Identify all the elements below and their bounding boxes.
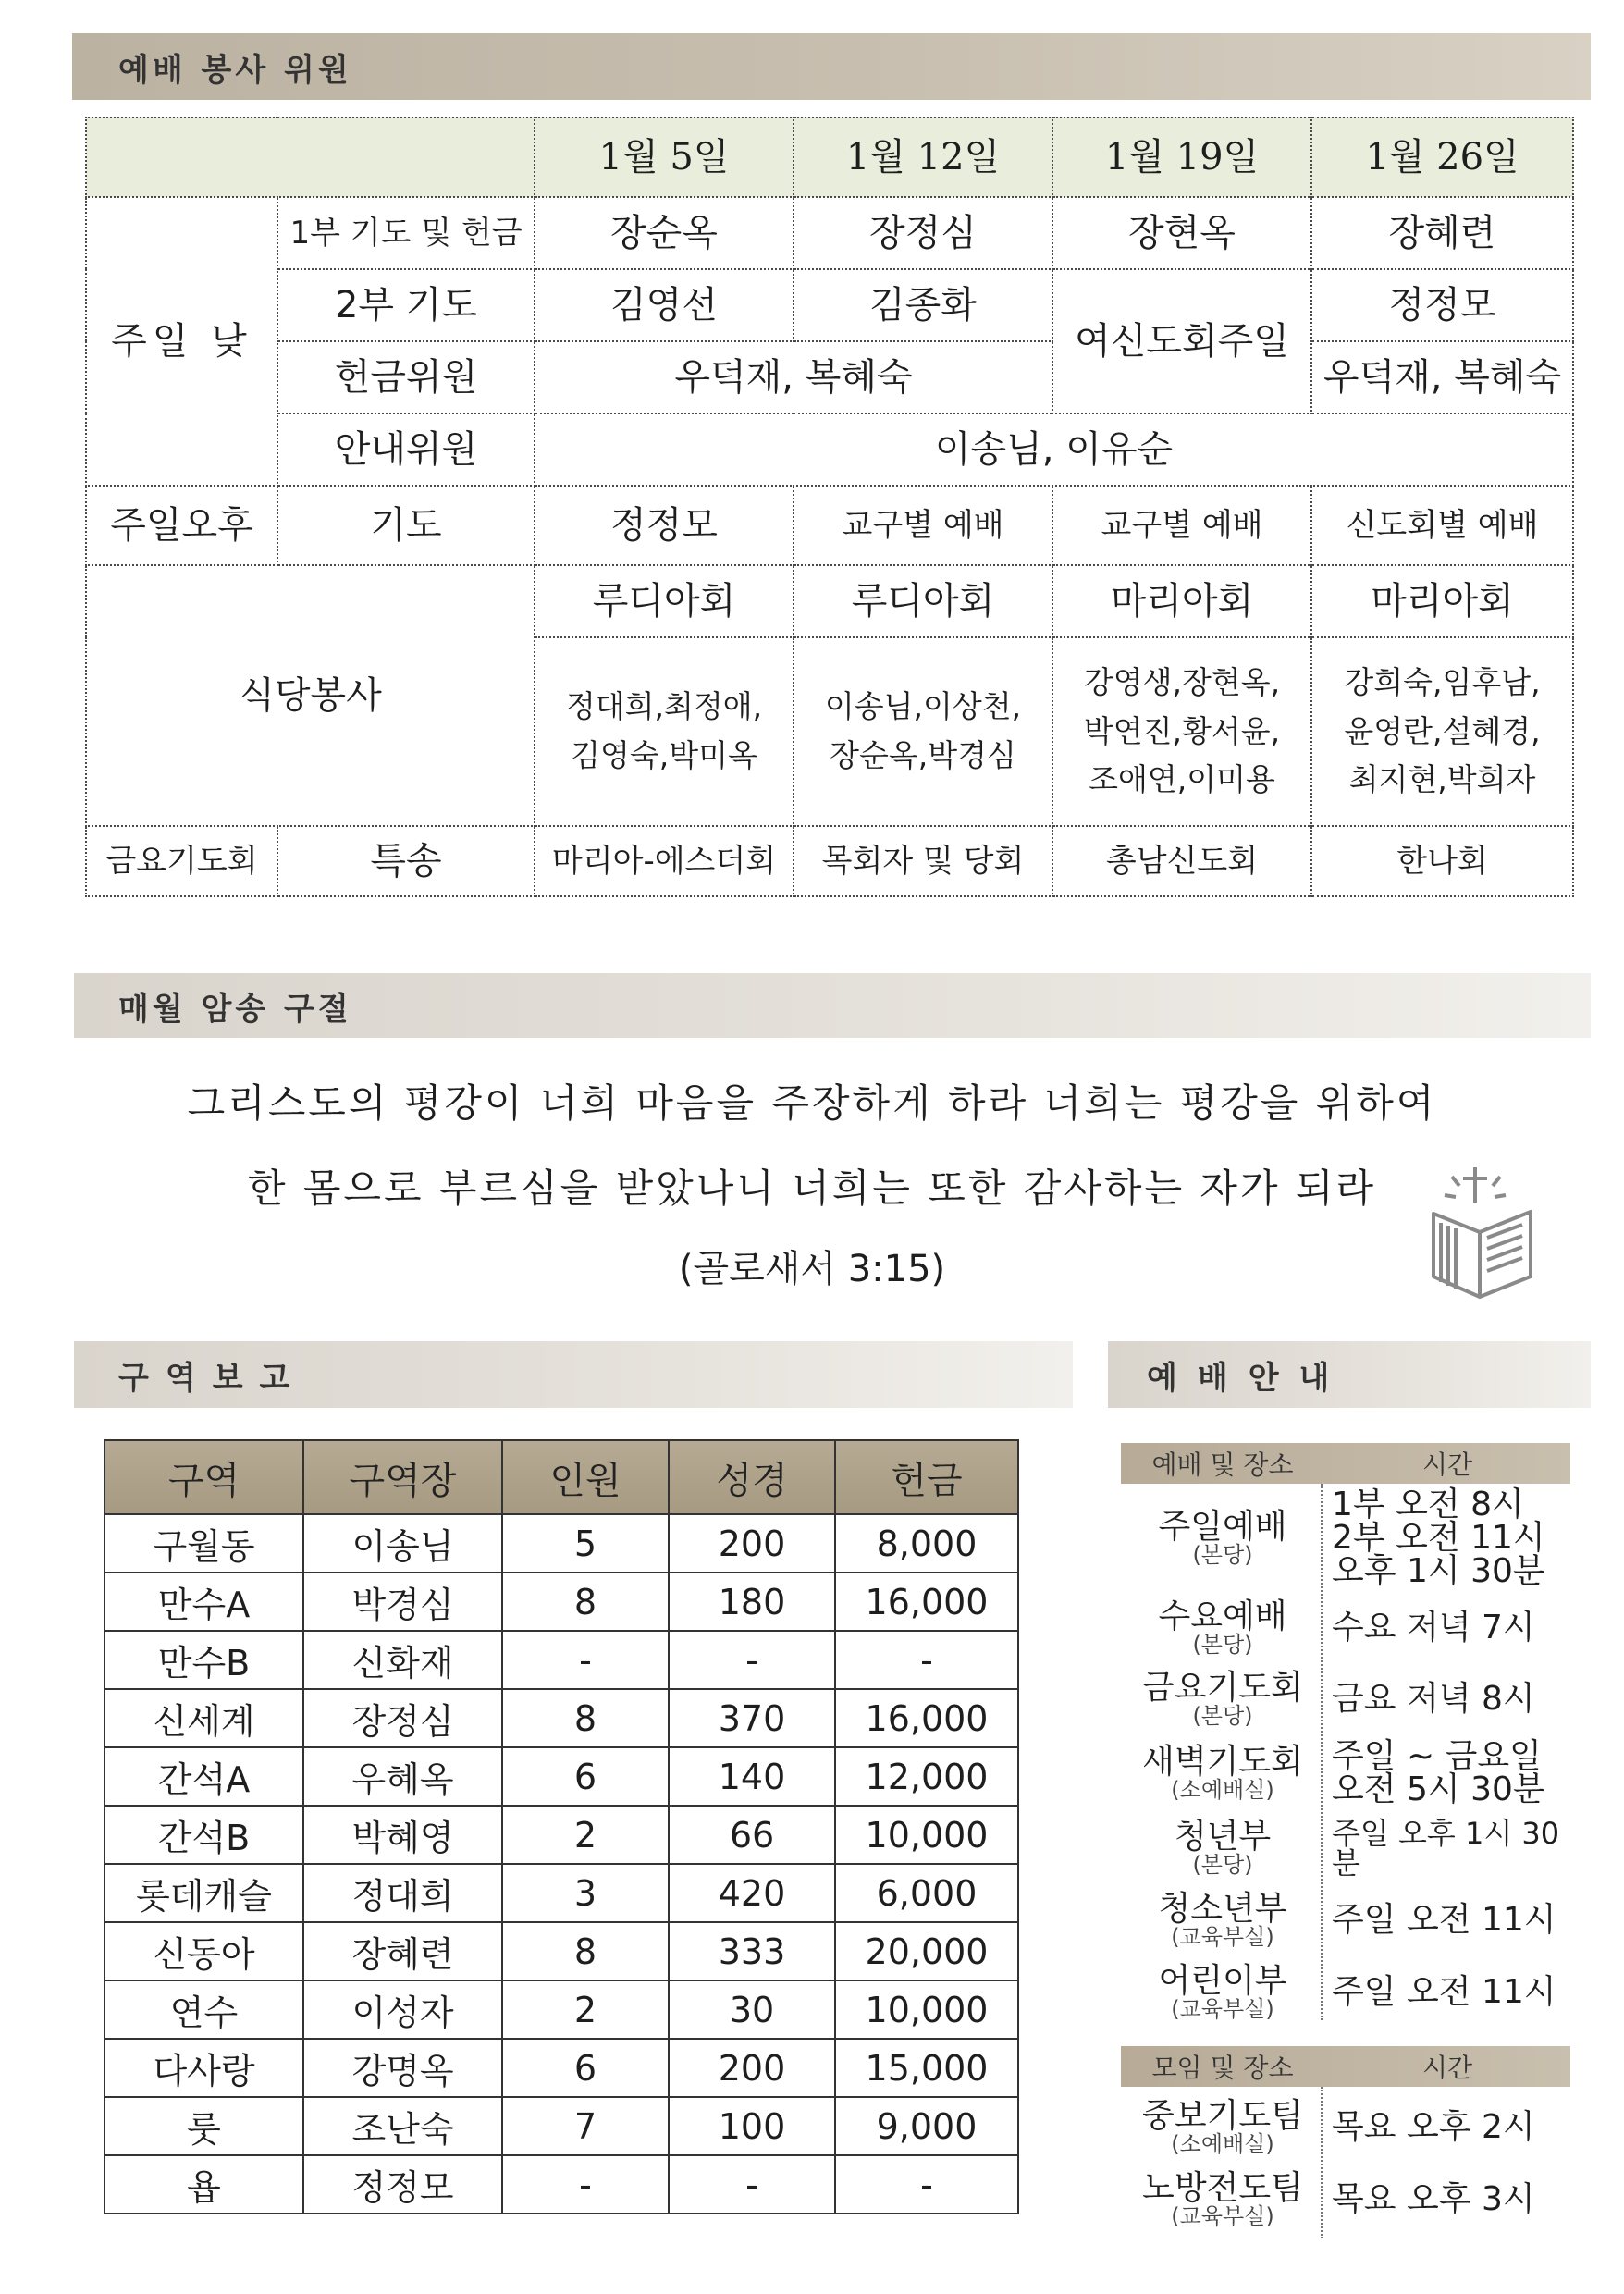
time-line: 오전 5시 30분	[1332, 1770, 1545, 1808]
table-cell: 강명옥	[303, 2039, 502, 2097]
duty-role: 헌금위원	[277, 341, 535, 413]
kitchen-group: 마리아회	[1052, 565, 1311, 637]
table-cell: 간석A	[105, 1747, 303, 1806]
table-cell: 370	[669, 1689, 835, 1747]
schedule-time	[1324, 1611, 1570, 1645]
schedule-name: 중보기도팀	[1142, 2096, 1303, 2135]
district-header-row	[105, 1440, 1018, 1514]
duty-section-title: 예배 봉사 위원	[118, 51, 352, 89]
table-cell: 10,000	[835, 1980, 1018, 2039]
table-cell: 정대희	[303, 1864, 502, 1922]
schedule-location: (교육부실)	[1171, 1924, 1274, 1951]
col-header: 구역장	[303, 1440, 502, 1514]
table-cell: -	[669, 1631, 835, 1689]
duty-cell: 신도회별 예배	[1311, 486, 1573, 565]
kitchen-label: 식당봉사	[86, 565, 535, 826]
worship-header	[1121, 1443, 1570, 1484]
duty-cell: 정정모	[535, 486, 794, 565]
table-cell: 30	[669, 1980, 835, 2039]
member-line: 장순옥,박경심	[830, 737, 1016, 773]
duty-cell: 장혜련	[1311, 197, 1573, 269]
worship-header-time: 시간	[1421, 1449, 1473, 1480]
table-cell: 롯데캐슬	[105, 1864, 303, 1922]
date-header: 1월 5일	[535, 117, 794, 197]
member-line: 강희숙,임후남,	[1344, 663, 1541, 700]
verse-section-header	[74, 973, 1591, 1038]
table-cell: 구월동	[105, 1514, 303, 1572]
table-cell: 장혜련	[303, 1922, 502, 1980]
schedule-name: 금요기도회	[1142, 1668, 1303, 1707]
schedule-time	[1324, 2180, 1570, 2218]
schedule-item	[1121, 1885, 1570, 1955]
schedule-item	[1121, 1813, 1570, 1883]
verse-section-title: 매월 암송 구절	[118, 990, 352, 1028]
table-cell: 333	[669, 1922, 835, 1980]
duty-table	[85, 117, 1574, 897]
duty-corner-cell	[86, 117, 535, 197]
table-row	[105, 1864, 1018, 1922]
member-line: 강영생,장현옥,	[1083, 663, 1281, 700]
schedule-place	[1121, 2168, 1324, 2230]
table-cell: 66	[669, 1806, 835, 1864]
table-row	[105, 1572, 1018, 1631]
table-cell: 정정모	[303, 2155, 502, 2214]
time-line: 목요 오후 2시	[1332, 2108, 1535, 2146]
schedule-location: (본당)	[1192, 1632, 1253, 1659]
district-table	[104, 1439, 1019, 2214]
schedule-location: (본당)	[1192, 1542, 1253, 1569]
worship-section-header	[1108, 1341, 1591, 1408]
worship-section-title: 예배안내	[1147, 1359, 1350, 1397]
table-cell: 20,000	[835, 1922, 1018, 1980]
schedule-location: (소예배실)	[1171, 2131, 1274, 2158]
duty-cell: 정정모	[1311, 269, 1573, 341]
duty-cell: 장정심	[794, 197, 1052, 269]
schedule-place	[1121, 1961, 1324, 2023]
table-row	[105, 1980, 1018, 2039]
table-row	[105, 1689, 1018, 1747]
table-cell: 8,000	[835, 1514, 1018, 1572]
member-line: 박연진,황서윤,	[1083, 712, 1281, 749]
table-cell: 140	[669, 1747, 835, 1806]
schedule-name: 청년부	[1174, 1817, 1272, 1856]
schedule-time	[1324, 2108, 1570, 2146]
table-cell: 박경심	[303, 1572, 502, 1631]
womens-sunday-cell: 여신도회주일	[1052, 269, 1311, 413]
schedule-name: 수요예배	[1158, 1597, 1287, 1635]
table-row	[105, 2155, 1018, 2214]
table-cell: 6	[502, 2039, 669, 2097]
schedule-time	[1324, 1973, 1570, 2011]
table-cell: 룻	[105, 2097, 303, 2155]
date-header: 1월 19일	[1052, 117, 1311, 197]
duty-role: 1부 기도 및 헌금	[277, 197, 535, 269]
table-cell: 만수A	[105, 1572, 303, 1631]
schedule-item	[1121, 2163, 1570, 2237]
bible-icon	[1415, 1158, 1554, 1306]
duty-cell: 우덕재, 복혜숙	[535, 341, 1052, 413]
duty-role: 안내위원	[277, 413, 535, 486]
schedule-location: (본당)	[1192, 1852, 1253, 1879]
time-line: 목요 오후 3시	[1332, 2180, 1535, 2218]
time-line: 오후 1시 30분	[1332, 1552, 1545, 1590]
schedule-place	[1121, 1819, 1324, 1878]
member-line: 정대희,최정애,	[565, 688, 763, 725]
table-cell: -	[835, 1631, 1018, 1689]
duty-section-header	[72, 33, 1591, 100]
table-cell: 2	[502, 1806, 669, 1864]
duty-cell: 한나회	[1311, 826, 1573, 896]
time-line: 주일 오후 1시 30분	[1332, 1816, 1560, 1881]
table-cell: 간석B	[105, 1806, 303, 1864]
table-cell: 8	[502, 1689, 669, 1747]
table-cell: 8	[502, 1572, 669, 1631]
table-cell: -	[502, 2155, 669, 2214]
duty-role: 기도	[277, 486, 535, 565]
table-cell: 신동아	[105, 1922, 303, 1980]
table-row	[105, 1747, 1018, 1806]
meeting-header-place: 모임 및 장소	[1151, 2053, 1294, 2083]
schedule-item	[1121, 1593, 1570, 1663]
table-cell: 우혜옥	[303, 1747, 502, 1806]
kitchen-group: 루디아회	[794, 565, 1052, 637]
schedule-item	[1121, 1735, 1570, 1811]
table-cell: 10,000	[835, 1806, 1018, 1864]
table-cell: 만수B	[105, 1631, 303, 1689]
table-cell: 5	[502, 1514, 669, 1572]
table-row	[105, 1922, 1018, 1980]
kitchen-group: 루디아회	[535, 565, 794, 637]
duty-cell: 교구별 예배	[1052, 486, 1311, 565]
table-cell: 200	[669, 1514, 835, 1572]
schedule-name: 노방전도팀	[1142, 2168, 1303, 2207]
table-cell: 7	[502, 2097, 669, 2155]
sunday-pm-label: 주일오후	[86, 486, 277, 565]
schedule-location: (교육부실)	[1171, 1996, 1274, 2023]
member-line: 이송님,이상천,	[824, 688, 1022, 725]
friday-label: 금요기도회	[86, 826, 277, 896]
table-cell: 신화재	[303, 1631, 502, 1689]
table-cell: 이송님	[303, 1514, 502, 1572]
time-line: 주일 ~ 금요일	[1332, 1737, 1542, 1775]
duty-cell: 이송님, 이유순	[535, 413, 1573, 486]
table-cell: 다사랑	[105, 2039, 303, 2097]
table-row	[105, 1631, 1018, 1689]
time-line: 주일 오전 11시	[1332, 1901, 1556, 1939]
table-cell: 16,000	[835, 1689, 1018, 1747]
meeting-header-time: 시간	[1421, 2053, 1473, 2083]
district-body	[105, 1514, 1018, 2214]
kitchen-group: 마리아회	[1311, 565, 1573, 637]
date-header: 1월 12일	[794, 117, 1052, 197]
table-cell: 3	[502, 1864, 669, 1922]
table-cell: 연수	[105, 1980, 303, 2039]
member-line: 조애연,이미용	[1089, 761, 1275, 798]
col-header: 인원	[502, 1440, 669, 1514]
table-cell: 180	[669, 1572, 835, 1631]
duty-cell: 마리아-에스더회	[535, 826, 794, 896]
duty-cell: 장현옥	[1052, 197, 1311, 269]
schedule-item	[1121, 2092, 1570, 2163]
schedule-location: (교육부실)	[1171, 2203, 1274, 2230]
schedule-time	[1324, 1488, 1570, 1588]
schedule-name: 주일예배	[1158, 1507, 1287, 1546]
table-cell: 12,000	[835, 1747, 1018, 1806]
worship-header-place: 예배 및 장소	[1151, 1449, 1294, 1480]
schedule-place	[1121, 1507, 1324, 1569]
table-cell: -	[502, 1631, 669, 1689]
member-line: 김영숙,박미옥	[571, 737, 757, 773]
schedule-location: (본당)	[1192, 1703, 1253, 1730]
duty-cell: 김영선	[535, 269, 794, 341]
service-divider	[1321, 1484, 1323, 2020]
table-cell: 9,000	[835, 2097, 1018, 2155]
schedule-time	[1324, 1737, 1570, 1808]
schedule-location: (소예배실)	[1171, 1777, 1274, 1804]
schedule-item	[1121, 1957, 1570, 2028]
table-cell: 6,000	[835, 1864, 1018, 1922]
schedule-place	[1121, 1742, 1324, 1804]
member-line: 최지현,박희자	[1348, 761, 1536, 798]
schedule-place	[1121, 1889, 1324, 1951]
col-header: 성경	[669, 1440, 835, 1514]
table-row	[105, 2097, 1018, 2155]
schedule-time	[1324, 1901, 1570, 1939]
duty-cell: 김종화	[794, 269, 1052, 341]
duty-header-row	[86, 117, 1573, 197]
col-header: 구역	[105, 1440, 303, 1514]
kitchen-members	[535, 637, 794, 826]
duty-cell: 장순옥	[535, 197, 794, 269]
schedule-name: 청소년부	[1158, 1889, 1287, 1928]
table-cell: 조난숙	[303, 2097, 502, 2155]
member-line: 윤영란,설혜경,	[1344, 712, 1541, 749]
table-cell: 100	[669, 2097, 835, 2155]
table-cell: 6	[502, 1747, 669, 1806]
schedule-item	[1121, 1487, 1570, 1589]
schedule-name: 새벽기도회	[1142, 1742, 1303, 1781]
schedule-place	[1121, 1599, 1324, 1658]
table-cell: 장정심	[303, 1689, 502, 1747]
time-line: 주일 오전 11시	[1332, 1973, 1556, 2011]
table-cell: 박혜영	[303, 1806, 502, 1864]
table-row	[105, 1514, 1018, 1572]
time-line: 금요 저녁 8시	[1332, 1680, 1535, 1718]
sunday-day-label: 주일 낮	[86, 197, 277, 486]
schedule-time	[1324, 1680, 1570, 1718]
verse-reference: (골로새서 3:15)	[678, 1248, 946, 1290]
table-cell: 200	[669, 2039, 835, 2097]
table-cell: 15,000	[835, 2039, 1018, 2097]
duty-cell: 목회자 및 당회	[794, 826, 1052, 896]
duty-role: 특송	[277, 826, 535, 896]
duty-cell: 총남신도회	[1052, 826, 1311, 896]
time-line: 2부 오전 11시	[1332, 1519, 1545, 1557]
schedule-item	[1121, 1665, 1570, 1733]
table-row	[105, 2039, 1018, 2097]
duty-cell: 우덕재, 복혜숙	[1311, 341, 1573, 413]
table-cell: 8	[502, 1922, 669, 1980]
schedule-place	[1121, 2096, 1324, 2158]
table-cell: 신세계	[105, 1689, 303, 1747]
kitchen-members	[1311, 637, 1573, 826]
duty-cell: 교구별 예배	[794, 486, 1052, 565]
table-cell: 욥	[105, 2155, 303, 2214]
duty-role: 2부 기도	[277, 269, 535, 341]
time-line: 수요 저녁 7시	[1332, 1609, 1535, 1646]
table-cell: 2	[502, 1980, 669, 2039]
verse-line-1: 그리스도의 평강이 너희 마음을 주장하게 하라 너희는 평강을 위하여	[187, 1080, 1437, 1126]
kitchen-members	[794, 637, 1052, 826]
table-cell: 16,000	[835, 1572, 1018, 1631]
schedule-time	[1324, 1816, 1570, 1881]
table-cell: 420	[669, 1864, 835, 1922]
district-section-title: 구역보고	[118, 1359, 307, 1397]
table-cell: -	[669, 2155, 835, 2214]
schedule-name: 어린이부	[1158, 1961, 1287, 2000]
col-header: 헌금	[835, 1440, 1018, 1514]
verse-line-2: 한 몸으로 부르심을 받았나니 너희는 또한 감사하는 자가 되라	[247, 1166, 1377, 1211]
time-line: 1부 오전 8시	[1332, 1486, 1524, 1523]
meeting-divider	[1321, 2087, 1323, 2238]
schedule-place	[1121, 1668, 1324, 1730]
date-header: 1월 26일	[1311, 117, 1573, 197]
table-row	[105, 1806, 1018, 1864]
table-cell: -	[835, 2155, 1018, 2214]
table-cell: 이성자	[303, 1980, 502, 2039]
district-section-header	[74, 1341, 1073, 1408]
kitchen-members	[1052, 637, 1311, 826]
meeting-header	[1121, 2046, 1570, 2087]
